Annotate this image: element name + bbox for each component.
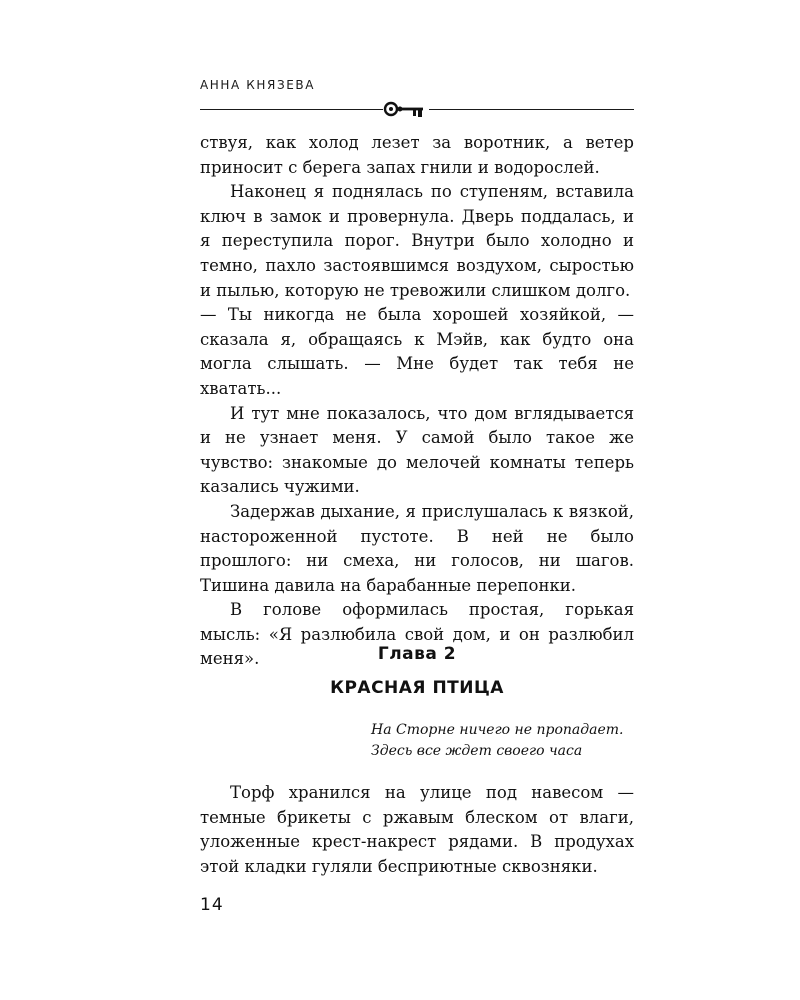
paragraph: Торф хранился на улице под навесом — темные брикеты с ржавым блеском от влаги, уложенные крест-накрест рядами. В продухах этой кладки гуляли бесприютные сквозняки. bbox=[200, 783, 634, 876]
paragraph: И тут мне показалось, что дом вглядывается и не узнает меня. У самой было такое же чувство: знакомые до мелочей комнаты теперь казались чужими. bbox=[200, 403, 634, 497]
chapter-title: КРАСНАЯ ПТИЦА bbox=[330, 678, 504, 698]
paragraph: Задержав дыхание, я прислушалась к вязкой, настороженной пустоте. В ней не было прошлого: ни смеха, ни голосов, ни шагов. Тишина давила на барабанные перепонки. bbox=[200, 501, 634, 595]
key-icon bbox=[383, 99, 429, 119]
body-text-bottom bbox=[200, 781, 634, 879]
paragraph-dialogue: — Ты никогда не была хорошей хозяйкой, — сказала я, обращаясь к Мэйв, как будто она могла слышать. — Мне будет так тебя не хватать... bbox=[200, 305, 634, 398]
paragraph: В голове оформилась простая, горькая мысль: «Я разлюбила свой дом, и он разлюбил меня». bbox=[200, 600, 634, 669]
running-header-author: АННА КНЯЗЕВА bbox=[200, 78, 316, 92]
paragraph: ствуя, как холод лезет за воротник, а ветер приносит с берега запах гнили и водорослей. bbox=[200, 133, 634, 177]
page-number: 14 bbox=[200, 895, 224, 915]
body-text-top bbox=[200, 131, 634, 672]
paragraph: Наконец я поднялась по ступеням, вставила ключ в замок и провернула. Дверь поддалась, и я переступила порог. Внутри было холодно и темно, пахло застоявшимся воздухом, сыростью и пылью, которую не тревожили слишком долго. bbox=[200, 182, 634, 300]
epigraph-line: На Сторне ничего не пропадает. bbox=[371, 722, 624, 738]
epigraph bbox=[371, 720, 635, 762]
epigraph-line: Здесь все ждет своего часа bbox=[371, 743, 583, 759]
chapter-number: Глава 2 bbox=[377, 644, 457, 664]
